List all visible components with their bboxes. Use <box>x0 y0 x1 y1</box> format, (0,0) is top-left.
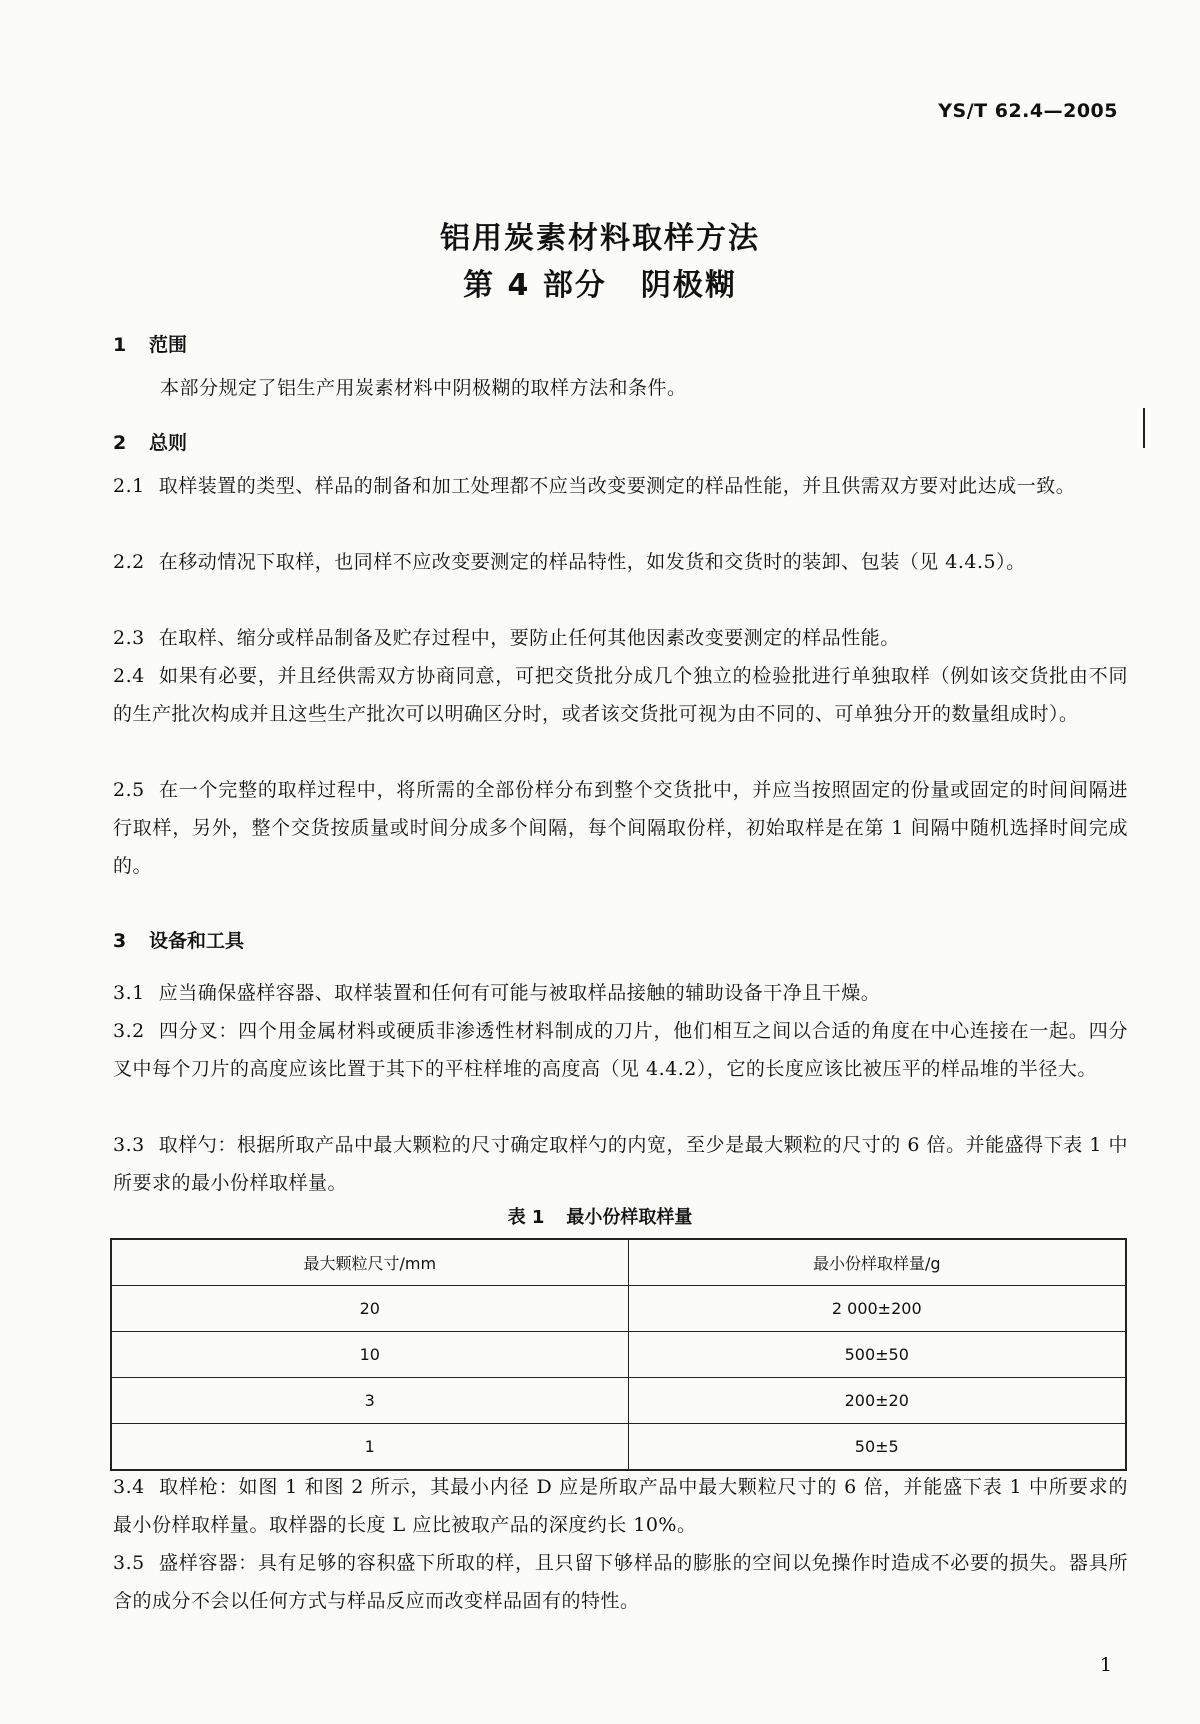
table-header-row <box>111 1239 1126 1286</box>
page-number: 1 <box>1099 1654 1112 1676</box>
table-header-cell: 最大颗粒尺寸/mm <box>111 1239 628 1286</box>
section-heading-1: 1 范围 <box>113 334 188 356</box>
revision-margin-bar <box>1143 408 1145 448</box>
minimum-sample-table <box>110 1238 1127 1471</box>
document-title: 铝用炭素材料取样方法 <box>440 221 760 256</box>
section-heading-2: 2 总则 <box>113 432 188 454</box>
clause-3-2: 3.2 四分叉：四个用金属材料或硬质非渗透性材料制成的刀片，他们相互之间以合适的角度在中心连接在一起。四分叉中每个刀片的高度应该比置于其下的平柱样堆的高度高（见 4.4.2），它的长度应该比被压平的样品堆的半径大。 <box>113 1020 1128 1080</box>
table-cell: 1 <box>111 1424 628 1471</box>
part-number: 第 4 部分 <box>463 268 607 303</box>
table-row <box>111 1424 1126 1471</box>
clause-2-2: 2.2 在移动情况下取样，也同样不应改变要测定的样品特性，如发货和交货时的装卸、包装（见 4.4.5）。 <box>113 551 1026 573</box>
clause-3-5: 3.5 盛样容器：具有足够的容积盛下所取的样，且只留下够样品的膨胀的空间以免操作时造成不必要的损失。器具所含的成分不会以任何方式与样品反应而改变样品固有的特性。 <box>113 1552 1128 1612</box>
table-cell: 500±50 <box>628 1332 1126 1378</box>
clause-2-1: 2.1 取样装置的类型、样品的制备和加工处理都不应当改变要测定的样品性能，并且供需双方要对此达成一致。 <box>113 475 1076 497</box>
table-header-cell: 最小份样取样量/g <box>628 1239 1126 1286</box>
document-subtitle <box>0 260 1200 304</box>
table-cell: 50±5 <box>628 1424 1126 1471</box>
table-row <box>111 1286 1126 1332</box>
table-cell: 20 <box>111 1286 628 1332</box>
clause-3-3: 3.3 取样勺：根据所取产品中最大颗粒的尺寸确定取样勺的内宽，至少是最大颗粒的尺寸的 6 倍。并能盛得下表 1 中所要求的最小份样取样量。 <box>113 1134 1128 1194</box>
clause-2-5: 2.5 在一个完整的取样过程中，将所需的全部份样分布到整个交货批中，并应当按照固定的份量或固定的时间间隔进行取样，另外，整个交货按质量或时间分成多个间隔，每个间隔取份样，初始取样是在第 1 间隔中随机选择时间完成的。 <box>113 779 1128 877</box>
table-cell: 10 <box>111 1332 628 1378</box>
table-cell: 3 <box>111 1378 628 1424</box>
standard-code: YS/T 62.4—2005 <box>938 100 1118 122</box>
table-cell: 200±20 <box>628 1378 1126 1424</box>
clause-3-4: 3.4 取样枪：如图 1 和图 2 所示，其最小内径 D 应是所取产品中最大颗粒尺寸的 6 倍，并能盛下表 1 中所要求的最小份样取样量。取样器的长度 L 应比被取产品的深度约长 10%。 <box>113 1476 1128 1536</box>
part-name: 阴极糊 <box>640 268 737 303</box>
section-heading-3: 3 设备和工具 <box>113 930 245 952</box>
table-caption: 表 1 最小份样取样量 <box>507 1207 693 1228</box>
table-cell: 2 000±200 <box>628 1286 1126 1332</box>
table-row <box>111 1332 1126 1378</box>
scope-paragraph: 本部分规定了铝生产用炭素材料中阴极糊的取样方法和条件。 <box>160 377 687 399</box>
clause-2-3: 2.3 在取样、缩分或样品制备及贮存过程中，要防止任何其他因素改变要测定的样品性能。 <box>113 627 900 649</box>
clause-3-1: 3.1 应当确保盛样容器、取样装置和任何有可能与被取样品接触的辅助设备干净且干燥。 <box>113 982 881 1004</box>
table-row <box>111 1378 1126 1424</box>
clause-2-4: 2.4 如果有必要，并且经供需双方协商同意，可把交货批分成几个独立的检验批进行单独取样（例如该交货批由不同的生产批次构成并且这些生产批次可以明确区分时，或者该交货批可视为由不同的、可单独分开的数量组成时）。 <box>113 665 1128 725</box>
